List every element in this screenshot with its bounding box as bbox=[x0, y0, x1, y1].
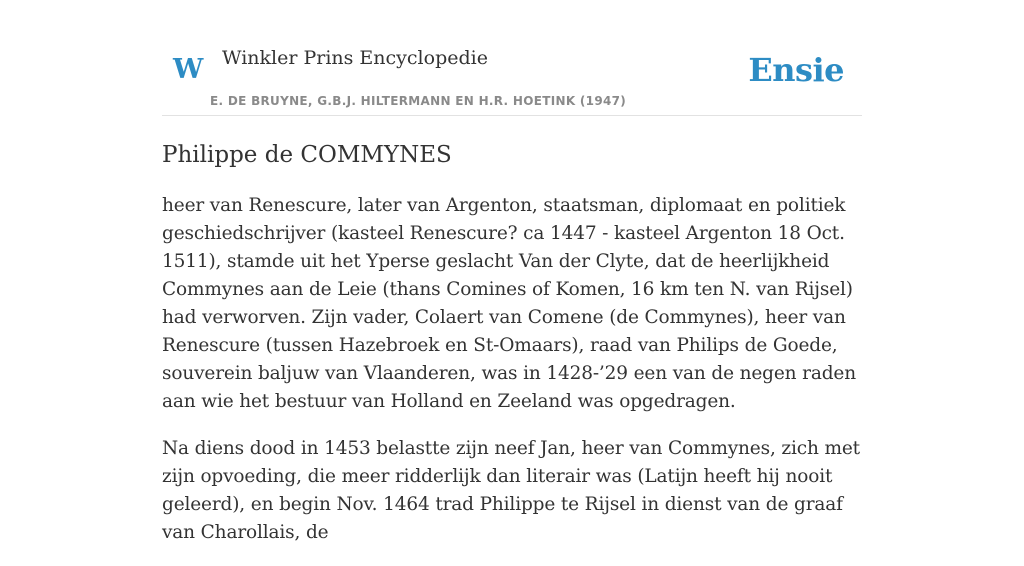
source-title-link[interactable]: Winkler Prins Encyclopedie bbox=[222, 47, 488, 69]
source-logo-icon[interactable]: W bbox=[173, 54, 204, 85]
ensie-logo-link[interactable]: Ensie bbox=[748, 51, 844, 89]
article-paragraph: heer van Renescure, later van Argenton, staatsman, diplomaat en politiek geschiedschrijver (kasteel Renescure? ca 1447 - kasteel Argenton 18 Oct. 1511), stamde uit het Yperse geslacht Van der Clyte, dat de heerlijkheid Commynes aan de Leie (thans Comines of Komen, 16 km ten N. van Rijsel) had verworven. Zijn vader, Colaert van Comene (de Commynes), heer van Renescure (tussen Hazebroek en St-Omaars), raad van Philips de Goede, souverein baljuw van Vlaanderen, was in 1428-’29 een van de negen raden aan wie het bestuur van Holland en Zeeland was opgedragen. bbox=[162, 195, 856, 412]
page bbox=[162, 0, 862, 543]
article-title: Philippe de COMMYNES bbox=[162, 142, 452, 168]
source-authors: E. DE BRUYNE, G.B.J. HILTERMANN EN H.R. HOETINK (1947) bbox=[210, 94, 627, 108]
source-header bbox=[162, 0, 862, 116]
article-paragraph: Na diens dood in 1453 belastte zijn neef Jan, heer van Commynes, zich met zijn opvoeding, die meer ridderlijk dan literair was (Latijn heeft hij nooit geleerd), en begin Nov. 1464 trad Philippe te Rijsel in dienst van de graaf van Charollais, de bbox=[162, 438, 860, 543]
article-body bbox=[162, 192, 872, 566]
